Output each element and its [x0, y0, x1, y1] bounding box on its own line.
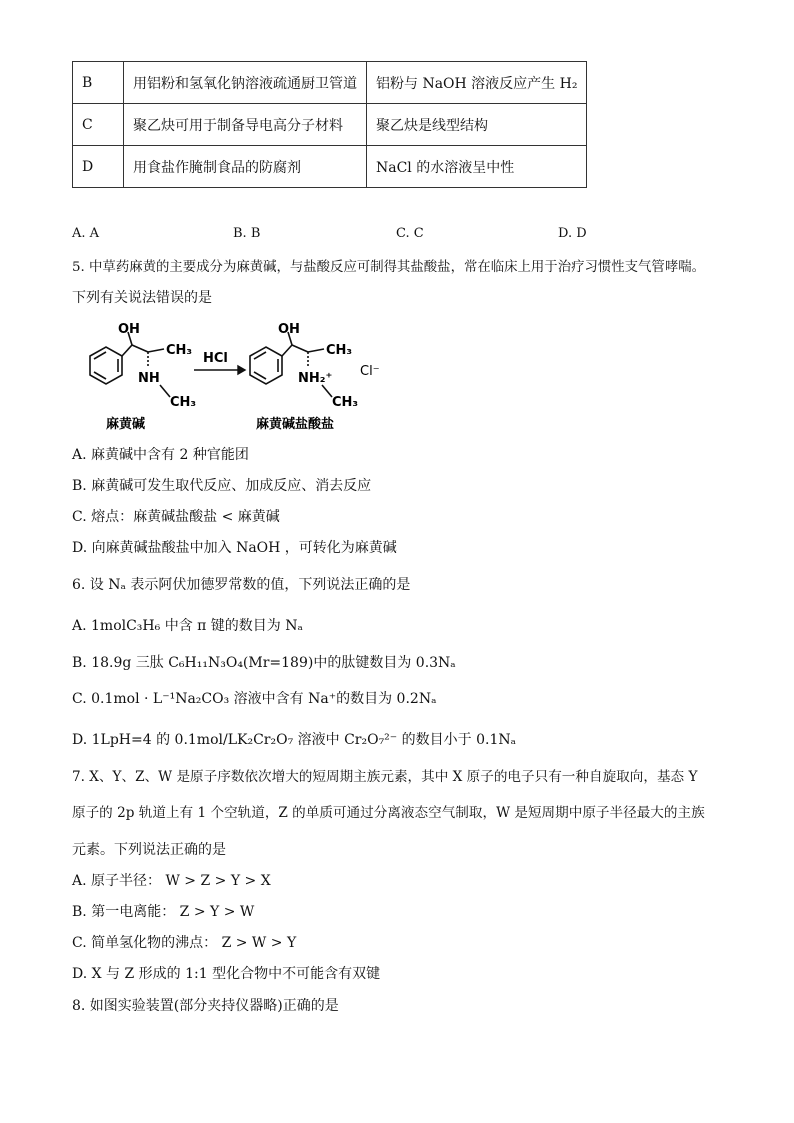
nh2-label-right: NH₂⁺	[298, 371, 333, 386]
q5-option-d: D. 向麻黄碱盐酸盐中加入 NaOH ，可转化为麻黄碱	[72, 540, 397, 556]
ch3-label-left-2: CH₃	[170, 395, 197, 410]
q5-option-b: B. 麻黄碱可发生取代反应、加成反应、消去反应	[72, 478, 372, 494]
q6-option-c: C. 0.1mol · L⁻¹Na₂CO₃ 溶液中含有 Na⁺的数目为 0.2Nₐ	[72, 691, 437, 707]
oh-label-right: OH	[278, 322, 300, 337]
q4-choice-d: D. D	[558, 226, 587, 241]
row-reason: 聚乙炔是线型结构	[367, 104, 587, 146]
ch3-label-right-1: CH₃	[326, 343, 353, 358]
row-practice: 用食盐作腌制食品的防腐剂	[124, 146, 367, 188]
q8-stem: 8. 如图实验装置(部分夹持仪器略)正确的是	[72, 998, 339, 1014]
q7-stem-line1: 7. X、Y、Z、W 是原子序数依次增大的短周期主族元素，其中 X 原子的电子只有一种自旋取向，基态 Y	[72, 769, 698, 785]
q7-option-c: C. 简单氢化物的沸点： Z > W > Y	[72, 935, 297, 951]
table-row	[73, 146, 587, 188]
ch3-label-right-2: CH₃	[332, 395, 359, 410]
options-table	[72, 61, 587, 188]
ephedrine-skeleton	[122, 332, 170, 397]
ephedrine-salt-skeleton	[282, 332, 332, 397]
reaction-arrow	[194, 366, 245, 374]
q7-option-b: B. 第一电离能： Z > Y > W	[72, 904, 255, 920]
q7-option-d: D. X 与 Z 形成的 1:1 型化合物中不可能含有双键	[72, 966, 381, 982]
oh-label-left: OH	[118, 322, 140, 337]
reagent-label: HCl	[203, 351, 228, 366]
ephedrine-salt-name: 麻黄碱盐酸盐	[256, 417, 335, 432]
row-reason: 铝粉与 NaOH 溶液反应产生 H₂	[367, 62, 587, 104]
ephedrine-name: 麻黄碱	[106, 417, 146, 432]
q7-option-a: A. 原子半径： W > Z > Y > X	[72, 873, 271, 889]
ch3-label-left-1: CH₃	[166, 343, 193, 358]
q5-option-c: C. 熔点：麻黄碱盐酸盐 < 麻黄碱	[72, 509, 280, 525]
nh-label-left: NH	[138, 371, 160, 386]
q6-option-b: B. 18.9g 三肽 C₆H₁₁N₃O₄(Mr=189)中的肽键数目为 0.3Nₐ	[72, 655, 456, 671]
q7-stem-line2: 原子的 2p 轨道上有 1 个空轨道，Z 的单质可通过分离液态空气制取，W 是短周期中原子半径最大的主族	[72, 805, 705, 821]
q4-choice-a: A. A	[72, 226, 100, 241]
q4-choice-b: B. B	[233, 226, 261, 241]
row-label: D	[73, 146, 124, 188]
q5-stem-line1: 5. 中草药麻黄的主要成分为麻黄碱，与盐酸反应可制得其盐酸盐，常在临床上用于治疗习惯性支气管哮喘。	[72, 260, 705, 275]
row-label: B	[73, 62, 124, 104]
benzene-ring-right	[250, 347, 282, 384]
row-reason: NaCl 的水溶液呈中性	[367, 146, 587, 188]
q5-stem-line2: 下列有关说法错误的是	[72, 290, 212, 306]
benzene-ring-left	[90, 347, 122, 384]
table-row	[73, 104, 587, 146]
chloride-label: Cl⁻	[360, 364, 380, 379]
q6-option-a: A. 1molC₃H₆ 中含 π 键的数目为 Nₐ	[72, 618, 303, 634]
q7-stem-line3: 元素。下列说法正确的是	[72, 842, 226, 858]
row-practice: 用铝粉和氢氧化钠溶液疏通厨卫管道	[124, 62, 367, 104]
q6-option-d: D. 1LpH=4 的 0.1mol/LK₂Cr₂O₇ 溶液中 Cr₂O₇²⁻ 的数目小于 0.1Nₐ	[72, 732, 517, 748]
q5-option-a: A. 麻黄碱中含有 2 种官能团	[72, 447, 249, 463]
table-row	[73, 62, 587, 104]
ephedrine-reaction-figure	[70, 318, 410, 438]
row-label: C	[73, 104, 124, 146]
q4-choice-c: C. C	[396, 226, 424, 241]
q6-stem: 6. 设 Nₐ 表示阿伏加德罗常数的值，下列说法正确的是	[72, 577, 411, 593]
row-practice: 聚乙炔可用于制备导电高分子材料	[124, 104, 367, 146]
